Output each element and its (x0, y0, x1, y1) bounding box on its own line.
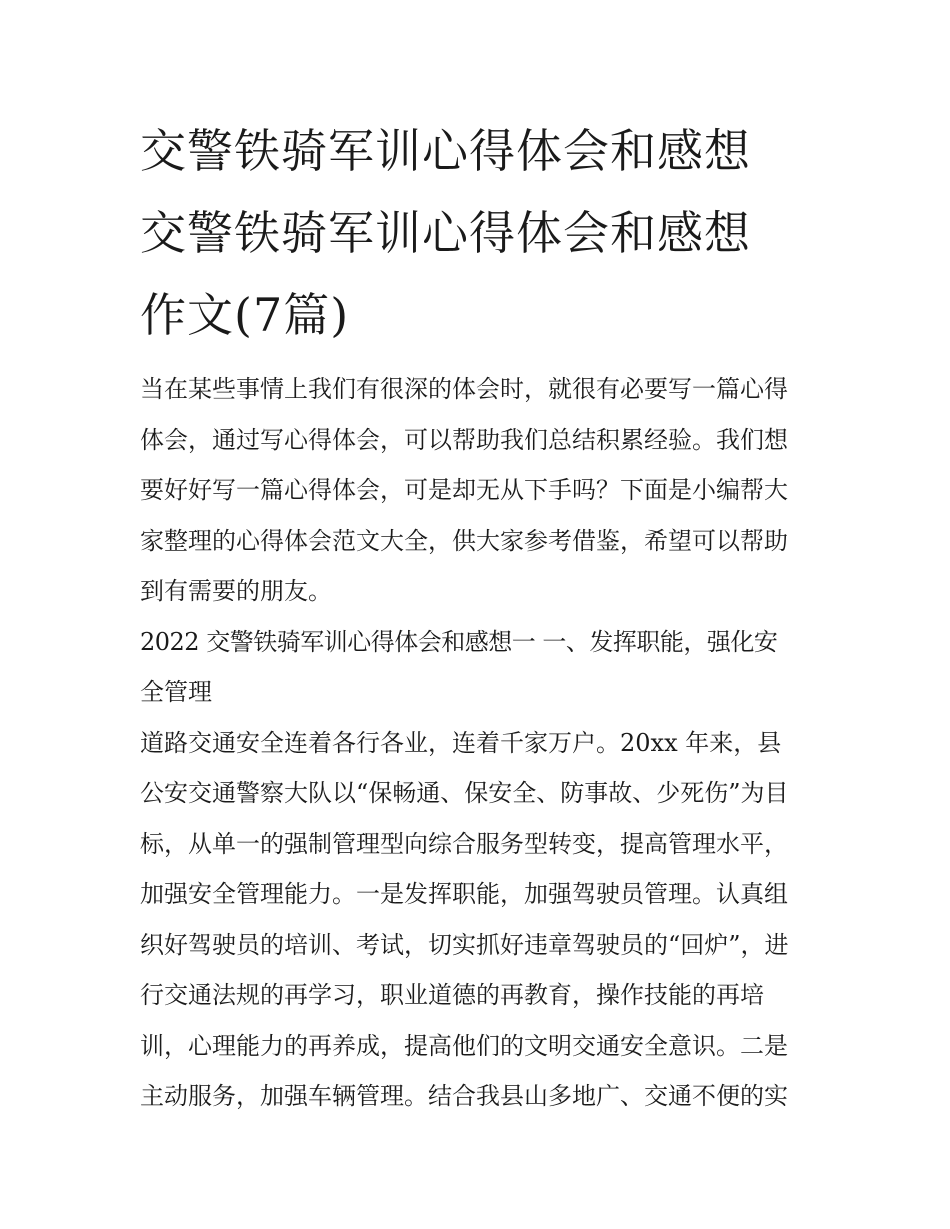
text-line: 到有需要的朋友。 (140, 577, 332, 605)
text-line: 体会，通过写心得体会，可以帮助我们总结积累经验。我们想 (140, 425, 788, 454)
text-line: 织好驾驶员的培训、考试，切实抓好违章驾驶员的“回炉”，进 (140, 930, 789, 959)
text-line: 2022 交警铁骑军训心得体会和感想一 一、发挥职能，强化安 (140, 627, 778, 656)
document-title (140, 110, 820, 356)
document-body (140, 364, 820, 1122)
text-line: 加强安全管理能力。一是发挥职能，加强驾驶员管理。认真组 (140, 880, 788, 908)
text-line: 行交通法规的再学习，职业道德的再教育，操作技能的再培 (140, 981, 764, 1009)
title-line-3: 作文(7篇) (140, 288, 350, 342)
text-line: 标，从单一的强制管理型向综合服务型转变，提高管理水平， (140, 829, 788, 858)
paragraph-body (140, 718, 820, 1122)
text-line: 公安交通警察大队以“保畅通、保安全、防事故、少死伤”为目 (140, 779, 789, 807)
document-content (140, 110, 820, 1122)
text-line: 道路交通安全连着各行各业，连着千家万户。20xx 年来，县 (140, 728, 782, 757)
text-line: 主动服务，加强车辆管理。结合我县山多地广、交通不便的实 (140, 1082, 788, 1110)
paragraph-intro (140, 364, 820, 617)
title-line-2: 交警铁骑军训心得体会和感想 (140, 206, 751, 260)
text-line: 全管理 (140, 678, 212, 706)
text-line: 家整理的心得体会范文大全，供大家参考借鉴，希望可以帮助 (140, 526, 788, 555)
text-line: 要好好写一篇心得体会，可是却无从下手吗？下面是小编帮大 (140, 476, 788, 504)
title-line-1: 交警铁骑军训心得体会和感想 (140, 124, 751, 178)
text-line: 当在某些事情上我们有很深的体会时，就很有必要写一篇心得 (140, 375, 788, 403)
paragraph-section-heading (140, 617, 820, 718)
text-line: 训，心理能力的再养成，提高他们的文明交通安全意识。二是 (140, 1031, 788, 1060)
